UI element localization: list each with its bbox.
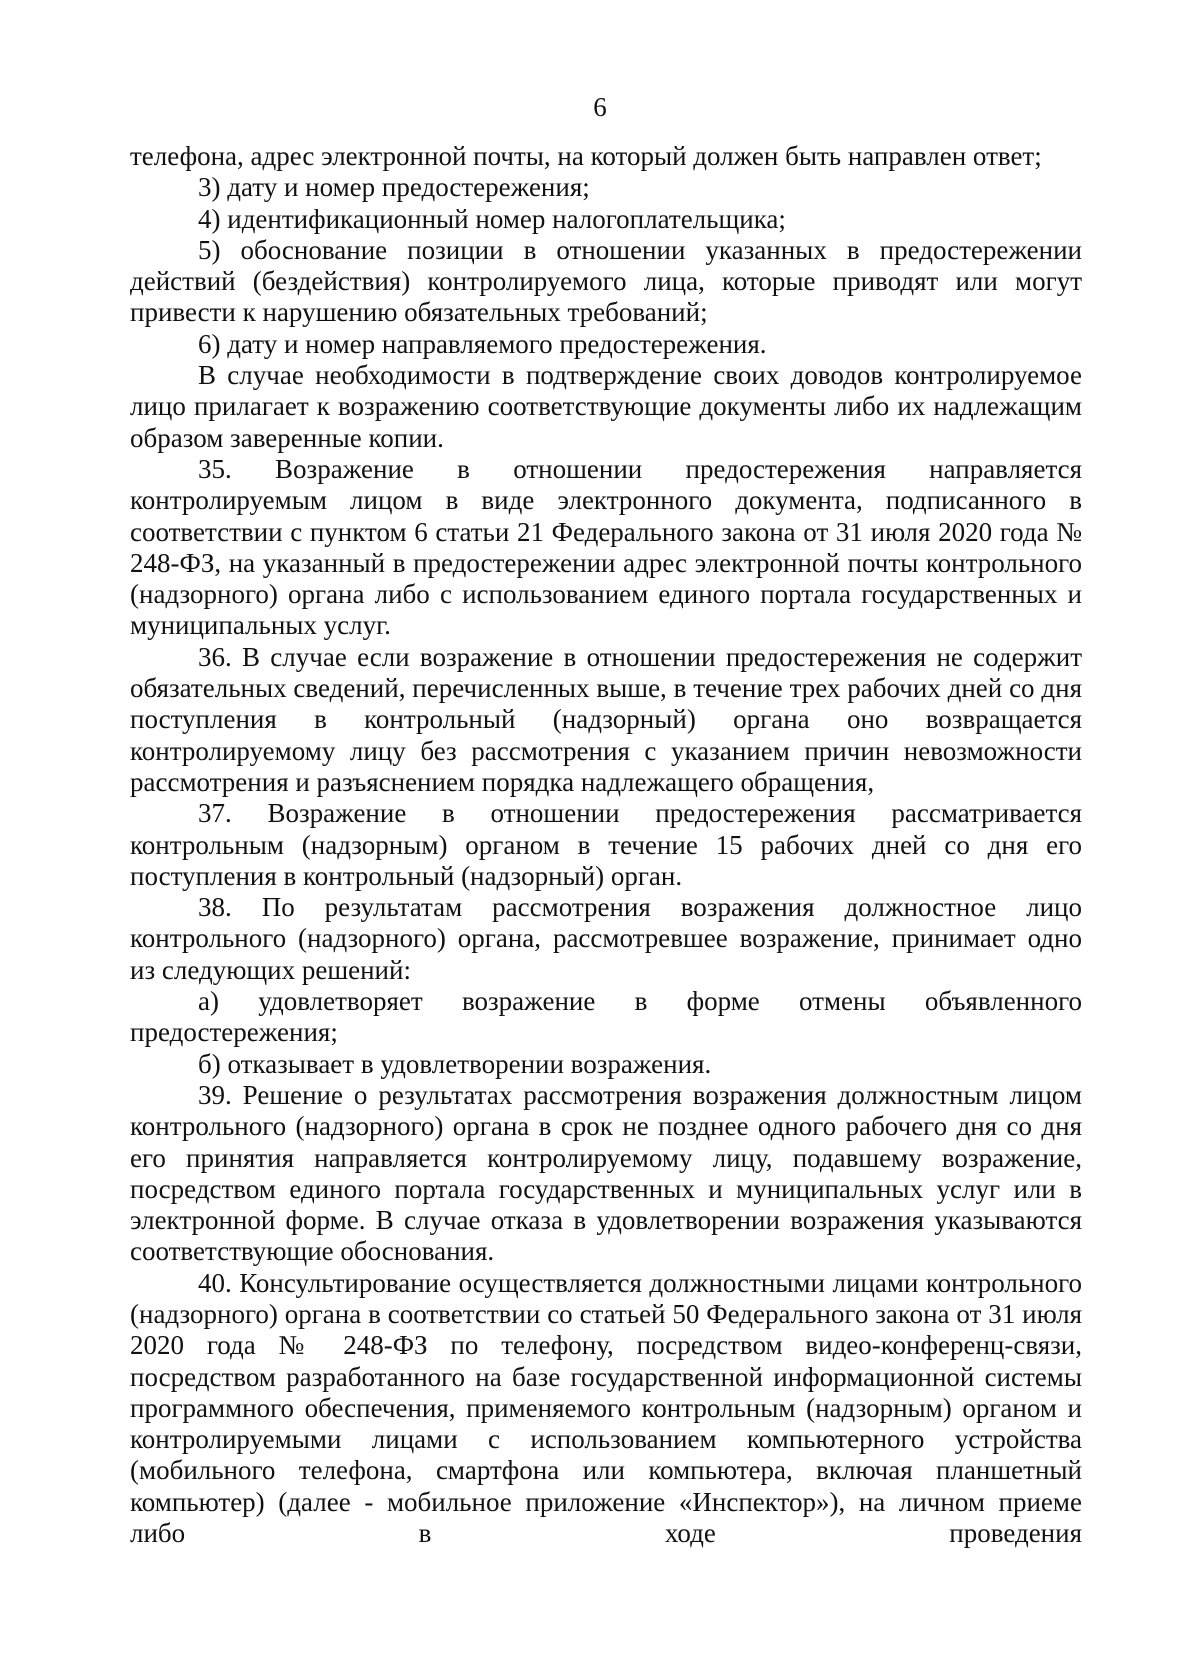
list-item-5: 5) обоснование позиции в отношении указанных в предостережении действий (бездействия) контролируемого лица, которые приводят или могут привести к нарушению обязательных требований; xyxy=(130,234,1082,328)
paragraph-continuation: телефона, адрес электронной почты, на который должен быть направлен ответ; xyxy=(130,141,1042,171)
decision-a: а) удовлетворяет возражение в форме отмены объявленного предостережения; xyxy=(130,986,1082,1048)
decision-b: б) отказывает в удовлетворении возражения. xyxy=(198,1048,712,1079)
clause-39: 39. Решение о результатах рассмотрения возражения должностным лицом контрольного (надзорного) органа в срок не позднее одного рабочего дня со дня его принятия направляется контролируемому лицу, подавшему возражение, посредством единого портала государственных и муниципальных услуг или в электронной форме. В случае отказа в удовлетворении возражения указываются соответствующие обоснования. xyxy=(130,1079,1082,1267)
page-number: 6 xyxy=(593,92,607,122)
clause-40: 40. Консультирование осуществляется должностными лицами контрольного (надзорного) органа в соответствии со статьей 50 Федерального закона от 31 июля 2020 года № 248-ФЗ по телефону, посредством видео-конференц-связи, посредством разработанного на базе государственной информационной системы программного обеспечения, применяемого контрольным (надзорным) органом и контролируемыми лицами с использованием компьютерного устройства (мобильного телефона, смартфона или компьютера, включая планшетный компьютер) (далее - мобильное приложение «Инспектор»), на личном приеме либо в ходе проведения xyxy=(130,1267,1082,1549)
list-item-3: 3) дату и номер предостережения; xyxy=(198,172,590,203)
clause-37: 37. Возражение в отношении предостережения рассматривается контрольным (надзорным) органом в течение 15 рабочих дней со дня его поступления в контрольный (надзорный) орган. xyxy=(130,798,1082,891)
paragraph-documents: В случае необходимости в подтверждение своих доводов контролируемое лицо прилагает к возражению соответствующие документы либо их надлежащим образом заверенные копии. xyxy=(130,360,1082,453)
list-item-4: 4) идентификационный номер налогоплательщика; xyxy=(198,203,786,234)
document-body xyxy=(130,141,1082,1549)
clause-35: 35. Возражение в отношении предостережения направляется контролируемым лицом в виде электронного документа, подписанного в соответствии с пунктом 6 статьи 21 Федерального закона от 31 июля 2020 года № 248-ФЗ, на указанный в предостережении адрес электронной почты контрольного (надзорного) органа либо с использованием единого портала государственных и муниципальных услуг. xyxy=(130,453,1082,641)
list-item-6: 6) дату и номер направляемого предостережения. xyxy=(198,328,767,359)
clause-36: 36. В случае если возражение в отношении предостережения не содержит обязательных сведений, перечисленных выше, в течение трех рабочих дней со дня поступления в контрольный (надзорный) органа оно возвращается контролируемому лицу без рассмотрения с указанием причин невозможности рассмотрения и разъяснением порядка надлежащего обращения, xyxy=(130,641,1082,797)
clause-38: 38. По результатам рассмотрения возражения должностное лицо контрольного (надзорного) органа, рассмотревшее возражение, принимает одно из следующих решений: xyxy=(130,892,1082,985)
